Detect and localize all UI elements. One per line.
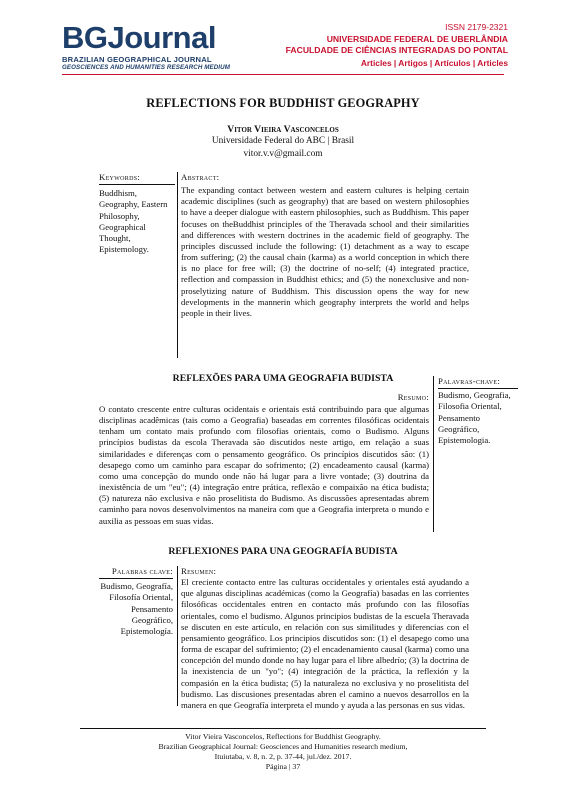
resumen-block xyxy=(181,566,469,711)
keywords-list: Buddhism, Geography, Eastern Philosophy, Geographical Thought, Epistemology. xyxy=(99,188,168,255)
logo-title: BGJournal xyxy=(62,20,216,55)
university-name: UNIVERSIDADE FEDERAL DE UBERLÂNDIA xyxy=(326,34,508,44)
column-divider xyxy=(177,172,178,358)
author-affiliation: Universidade Federal do ABC | Brasil xyxy=(211,136,355,146)
abstract-text: The expanding contact between western and eastern cultures is helping certain academic disciplines (such as geography) that are based on western philosophies to have a deeper dialogue with eastern philosophies, such as Buddhism. This paper focuses on theBuddhist principles of the Theravada school and their similarities and differences with western doctrines in the academic field of geography. The principles discussed include the following: (1) detachment as a way to escape from suffering; (2) the causal chain (karma) as a world conception in which there is no place for free will; (3) the doctrine of no-self; (4) integrated practice, reflection and compassion in Buddhist ethics; and (5) the nonexclusive and non-proselytizing nature of Buddhism. This discussion opens the way for new developments in the mannerin which geography interprets the world and helps people in their lives. xyxy=(181,185,469,318)
faculty-name: FACULDADE DE CIÊNCIAS INTEGRADAS DO PONTAL xyxy=(285,45,508,55)
footer-citation: Vitor Vieira Vasconcelos, Reflections for Buddhist Geography. xyxy=(185,732,381,741)
abstract-block xyxy=(181,172,469,319)
logo-subtitle: BRAZILIAN GEOGRAPHICAL JOURNAL xyxy=(62,55,212,64)
resumo-text: O contato crescente entre culturas ocidentais e orientais está contribuindo para que algumas disciplinas acadêmicas (tais como a Geografia) baseadas em correntes filosóficas ocidentais tenham um contato mais profundo com filosofias orientais, como o Budismo. Alguns princípios budistas da escola Theravada são discutidos neste artigo, em relação a suas similaridades e diferenças com o pensamento geográfico. Os princípios discutidos são: (1) desapego como um caminho para escapar do sofrimento; (2) encadeamento causal (karma) como uma concepção do mundo onde não há lugar para a livre vontade; (3) doutrina da inexistência de um "eu"; (4) integração entre prática, reflexão e compaixão na ética budista; (5) natureza não exclusiva e não proselitista do Budismo. As discussões apresentadas abrem caminho para novos desenvolvimentos na maneira com que a Geografia interpreta o mundo e auxilia as pessoas em suas vidas. xyxy=(99,404,429,526)
header-institution xyxy=(286,22,508,68)
keywords-block xyxy=(99,172,175,255)
author-name xyxy=(0,124,566,135)
logo-tagline: GEOSCIENCES AND HUMANITIES RESEARCH MEDIUM xyxy=(62,64,230,71)
column-divider xyxy=(433,376,434,532)
footer-volume: Ituiutaba, v. 8, n. 2, p. 37-44, jul./dez. 2017. xyxy=(214,752,352,761)
article-title: REFLECTIONS FOR BUDDHIST GEOGRAPHY xyxy=(146,96,420,110)
resumen-heading: Resumen: xyxy=(181,566,217,576)
page-footer xyxy=(0,732,566,772)
author-name-text: Vitor Vieira Vasconcelos xyxy=(227,124,339,135)
author-email: vitor.v.v@gmail.com xyxy=(243,149,323,159)
resumo-heading: Resumo: xyxy=(397,392,429,402)
section-tags: Articles | Artigos | Artículos | Articles xyxy=(360,58,508,68)
header-divider xyxy=(62,74,504,75)
palabras-clave-list: Budismo, Geografía, Filosofía Oriental, Pensamento Geográfico, Epistemología. xyxy=(100,581,173,637)
page-number: Página | 37 xyxy=(265,762,301,771)
keywords-heading: Keywords: xyxy=(99,172,175,185)
footer-journal: Brazilian Geographical Journal: Geosciences and Humanities research medium, xyxy=(158,742,408,751)
portuguese-title: REFLEXÕES PARA UMA GEOGRAFIA BUDISTA xyxy=(172,373,394,384)
journal-logo xyxy=(62,22,230,71)
palabras-clave-heading: Palabras clave: xyxy=(99,566,173,579)
footer-divider xyxy=(80,728,486,729)
palavras-chave-list: Budismo, Geografia, Filosofia Oriental, Pensamento Geográfico, Epistemologia. xyxy=(438,390,511,446)
issn: ISSN 2179-2321 xyxy=(445,22,508,32)
abstract-heading: Abstract: xyxy=(181,172,220,182)
palavras-chave-block xyxy=(438,376,518,446)
palabras-clave-block xyxy=(99,566,173,637)
column-divider xyxy=(177,566,178,706)
resumen-text: El creciente contacto entre las culturas occidentales y orientales está ayudando a que algunas disciplinas académicas (como la Geografía) basadas en las corrientes filosóficas occidentales entren en contacto más profundo con las filosofías orientales, como el budismo. Algunos principios budistas de la escuela Theravada se discuten en este artículo, en relación con sus similitudes y diferencias con el pensamiento geográfico. Los principios discutidos son: (1) el desapego como una forma de escapar del sufrimiento; (2) el encadenamiento causal (karma) como una concepción del mundo donde no hay lugar para el libre albedrío; (3) la doctrina de la inexistencia de un "yo"; (4) integración de la práctica, la reflexión y la compasión en la ética budista; (5) la naturaleza no exclusiva y no proselitista del budismo. Las discusiones presentadas abren el camino a nuevos desarrollos en la manera en que Geografía interpreta el mundo y ayuda a las personas en sus vidas. xyxy=(181,577,469,710)
palavras-chave-heading: Palavras-chave: xyxy=(438,376,518,389)
spanish-title: REFLEXIONES PARA UNA GEOGRAFÍA BUDISTA xyxy=(168,546,398,557)
